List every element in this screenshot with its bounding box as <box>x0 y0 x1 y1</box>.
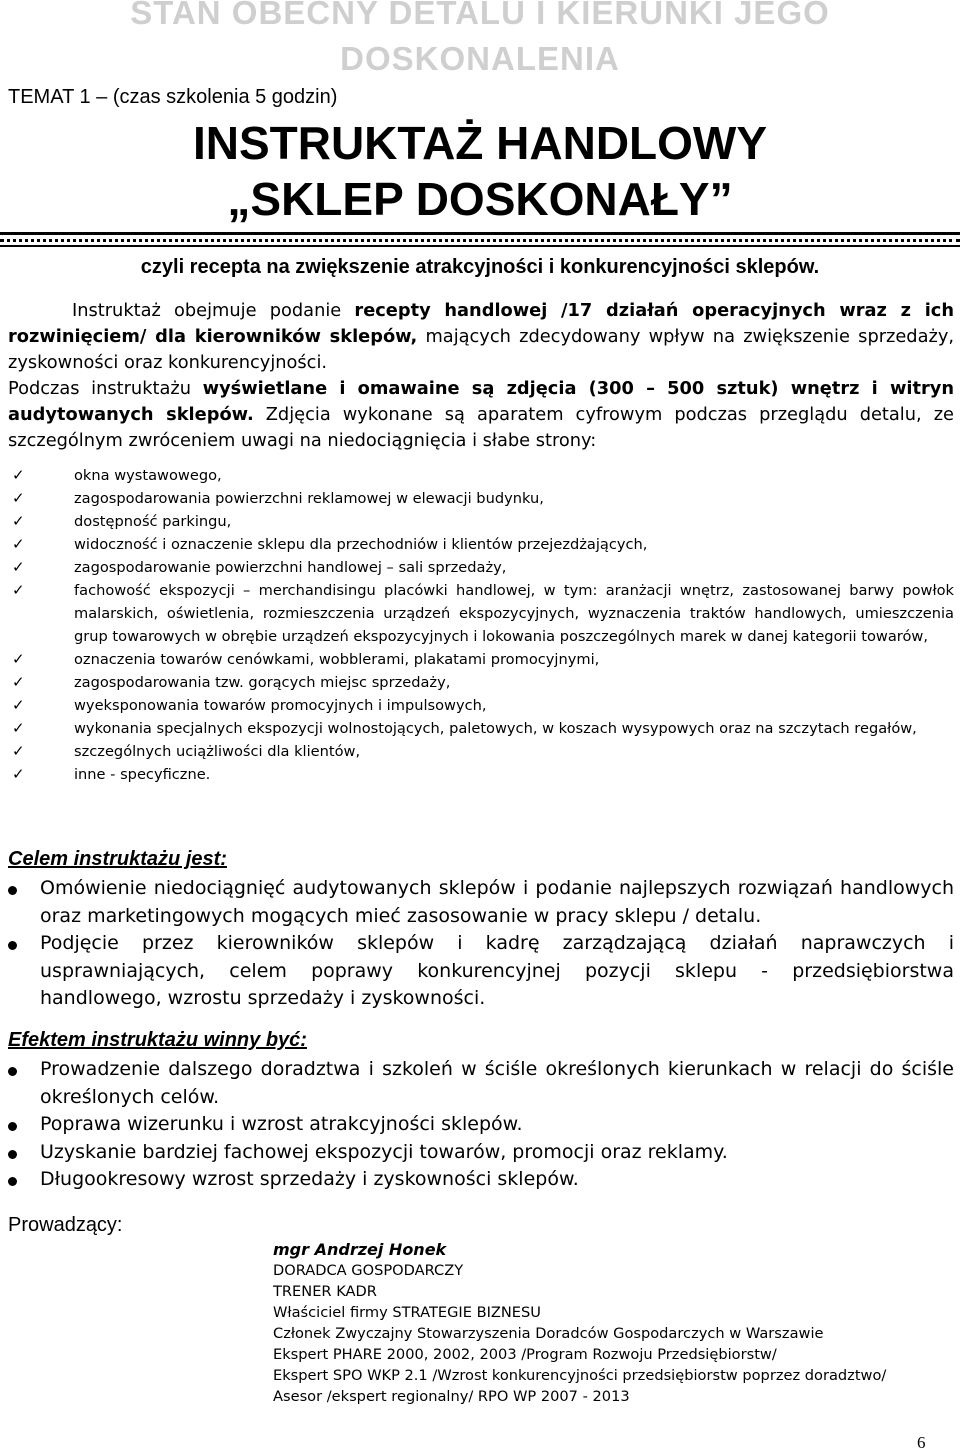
checklist-item-text: okna wystawowego, <box>74 467 222 484</box>
document-subtitle: czyli recepta na zwiększenie atrakcyjności i konkurencyjności sklepów. <box>140 256 820 278</box>
document-title-line-1: INSTRUKTAŻ HANDLOWY <box>192 117 768 169</box>
checklist-item <box>8 694 954 717</box>
intro-paragraph-1 <box>8 298 954 376</box>
checklist-item-text: szczególnych uciążliwości dla klientów, <box>74 743 361 760</box>
checkmark-icon: ✓ <box>12 696 25 714</box>
checklist-item <box>8 533 954 556</box>
checklist-item <box>8 763 954 786</box>
checkmark-icon: ✓ <box>12 650 25 668</box>
checklist-item <box>8 556 954 579</box>
topic-label: TEMAT 1 – (czas szkolenia 5 godzin) <box>8 86 338 108</box>
checklist-item-text: fachowość ekspozycji – merchandisingu placówki handlowej, w tym: aranżacji wnętrz, zastosowanej barwy powłok malarskich, oświetlenia, rozmieszczenia urządzeń ekspozycyjnych, wyznaczenia traktów handlowych, umieszczenia grup towarowych w obrębie urządzeń ekspozycyjnych i lokowania poszczególnych marek w danej kategorii towarów, <box>74 582 954 645</box>
bullet-icon <box>8 886 17 895</box>
goal-item-text: Omówienie niedociągnięć audytowanych sklepów i podanie najlepszych rozwiązań handlowych oraz marketingowych mogących mieć zasosowanie w pracy sklepu / detalu. <box>40 877 954 927</box>
intro-text <box>8 298 954 454</box>
page-number: 6 <box>917 1433 926 1452</box>
checklist-item <box>8 579 954 648</box>
checklist-item <box>8 717 954 740</box>
effect-item-text: Uzyskanie bardziej fachowej ekspozycji towarów, promocji oraz reklamy. <box>40 1140 728 1163</box>
checklist-item <box>8 740 954 763</box>
goal-item <box>8 930 954 1013</box>
bullet-icon <box>8 941 17 950</box>
header-line-1: STAN OBECNY DETALU I KIERUNKI JEGO <box>130 0 830 31</box>
goal-item <box>8 875 954 930</box>
presenter-line: Asesor /ekspert regionalny/ RPO WP 2007 - 2013 <box>273 1388 630 1405</box>
checkmark-icon: ✓ <box>12 742 25 760</box>
bullet-icon <box>8 1177 17 1186</box>
header-line-2: DOSKONALENIA <box>340 40 620 77</box>
checkmark-icon: ✓ <box>12 489 25 507</box>
divider-top <box>0 232 960 235</box>
checklist-item <box>8 487 954 510</box>
checklist-item <box>8 671 954 694</box>
checklist-item-text: dostępność parkingu, <box>74 513 232 530</box>
checklist-item-text: widoczność i oznaczenie sklepu dla przechodniów i klientów przejezdżających, <box>74 536 648 553</box>
checklist-item-text: inne - specyficzne. <box>74 766 211 783</box>
checkmark-icon: ✓ <box>12 765 25 783</box>
divider-bottom <box>0 245 960 247</box>
goals-heading: Celem instruktażu jest: <box>8 848 227 870</box>
presenter-details <box>273 1239 886 1407</box>
checkmark-icon: ✓ <box>12 512 25 530</box>
presenter-name: mgr Andrzej Honek <box>273 1240 447 1259</box>
intro-p2-segment: Zdjęcia wykonane są aparatem cyfrowym podczas przeglądu detalu, ze szczególnym zwróceniem uwagi na niedociągnięcia i słabe strony: <box>8 404 954 451</box>
document-title-line-2: „SKLEP DOSKONAŁY” <box>227 173 733 225</box>
goals-list <box>8 875 954 1013</box>
bullet-icon <box>8 1067 17 1076</box>
checklist-item-text: wyeksponowania towarów promocyjnych i impulsowych, <box>74 697 487 714</box>
bullet-icon <box>8 1122 17 1131</box>
presenter-line: DORADCA GOSPODARCZY <box>273 1262 464 1279</box>
intro-p2-segment: Podczas instruktażu <box>8 378 203 399</box>
checklist-item-text: zagospodarowanie powierzchni handlowej – sali sprzedaży, <box>74 559 507 576</box>
checkmark-icon: ✓ <box>12 719 25 737</box>
bullet-icon <box>8 1150 17 1159</box>
checklist-item-text: wykonania specjalnych ekspozycji wolnostojących, paletowych, w koszach wysypowych oraz na szczytach regałów, <box>74 720 917 737</box>
presenter-line: Członek Zwyczajny Stowarzyszenia Doradców Gospodarczych w Warszawie <box>273 1325 824 1342</box>
checkmark-icon: ✓ <box>12 673 25 691</box>
effect-item <box>8 1139 954 1167</box>
checkmark-icon: ✓ <box>12 535 25 553</box>
effect-item <box>8 1056 954 1111</box>
checkmark-icon: ✓ <box>12 466 25 484</box>
presenter-line: TRENER KADR <box>273 1283 377 1300</box>
intro-p2-bold-segment: wyświetlane i omawaine są zdjęcia (300 – 500 sztuk) wnętrz i witryn audytowanych sklepów. <box>8 378 955 425</box>
effect-item-text: Poprawa wizerunku i wzrost atrakcyjności sklepów. <box>40 1113 523 1135</box>
intro-paragraph-2 <box>8 376 954 454</box>
presenter-label: Prowadzący: <box>8 1214 123 1236</box>
checklist-item <box>8 464 954 487</box>
presenter-line: Właściciel firmy STRATEGIE BIZNESU <box>273 1304 541 1321</box>
inspection-checklist <box>8 464 954 786</box>
presenter-line: Ekspert SPO WKP 2.1 /Wzrost konkurencyjności przedsiębiorstw poprzez doradztwo/ <box>273 1367 887 1384</box>
checklist-item-text: zagospodarowania powierzchni reklamowej w elewacji budynku, <box>74 490 544 507</box>
effect-item <box>8 1111 954 1139</box>
effects-list <box>8 1056 954 1194</box>
presenter-line: Ekspert PHARE 2000, 2002, 2003 /Program Rozwoju Przedsiębiorstw/ <box>273 1346 777 1363</box>
checkmark-icon: ✓ <box>12 581 25 599</box>
effects-heading: Efektem instruktażu winny być: <box>8 1029 307 1051</box>
divider-dotted <box>0 239 960 242</box>
effect-item-text: Prowadzenie dalszego doradztwa i szkoleń w ściśle określonych kierunkach w relacji do ściśle określonych celów. <box>40 1058 954 1108</box>
effect-item-text: Długookresowy wzrost sprzedaży i zyskowności sklepów. <box>40 1168 579 1190</box>
checkmark-icon: ✓ <box>12 558 25 576</box>
checklist-item <box>8 510 954 533</box>
checklist-item-text: oznaczenia towarów cenówkami, wobblerami, plakatami promocyjnymi, <box>74 651 600 668</box>
effect-item <box>8 1166 954 1194</box>
checklist-item <box>8 648 954 671</box>
goal-item-text: Podjęcie przez kierowników sklepów i kadrę zarządzającą działań naprawczych i usprawniających, celem poprawy konkurencyjnej pozycji sklepu - przedsiębiorstwa handlowego, wzrostu sprzedaży i zyskowności. <box>40 932 954 1009</box>
intro-p1-bold-segment: recepty handlowej /17 działań operacyjnych wraz z ich rozwinięciem/ dla kierowników sklepów, <box>8 300 954 347</box>
intro-p1-segment: mających zdecydowany wpływ na zwiększenie sprzedaży, zyskowności oraz konkurencyjności. <box>8 326 955 373</box>
checklist-item-text: zagospodarowania tzw. gorących miejsc sprzedaży, <box>74 674 451 691</box>
intro-p1-segment: Instruktaż obejmuje podanie <box>72 300 355 321</box>
